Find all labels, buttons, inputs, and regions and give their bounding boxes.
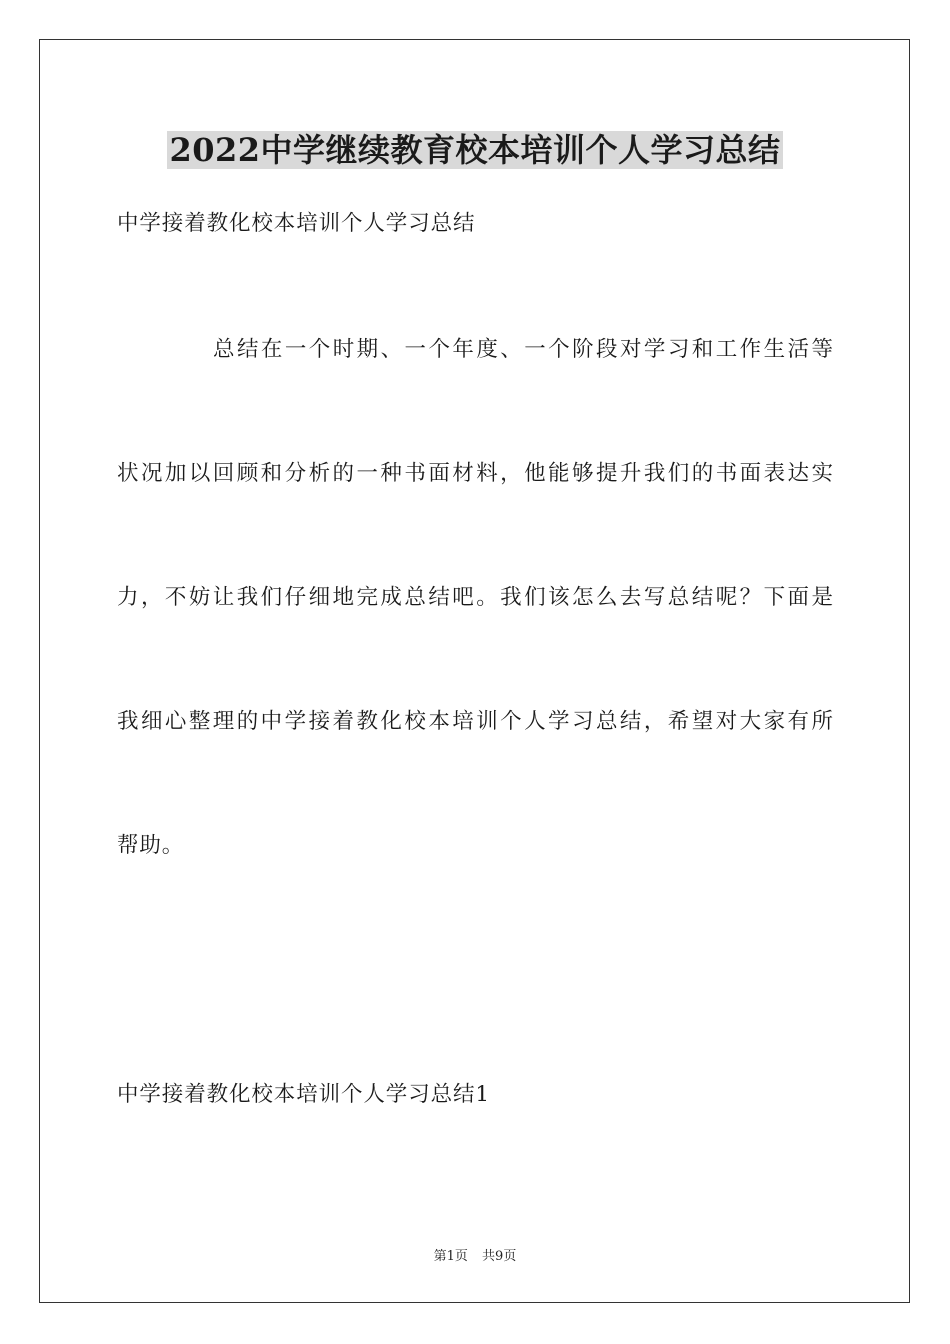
paragraph-line: 力，不妨让我们仔细地完成总结吧。我们该怎么去写总结呢？下面是 [117, 585, 833, 610]
document-title [0, 128, 950, 172]
document-subtitle: 中学接着教化校本培训个人学习总结 [117, 211, 476, 236]
paragraph-line: 我细心整理的中学接着教化校本培训个人学习总结，希望对大家有所 [117, 709, 833, 734]
page-number-footer: 第1页 共9页 [433, 1249, 517, 1264]
document-title-text: 2022中学继续教育校本培训个人学习总结 [169, 131, 781, 169]
section-heading: 中学接着教化校本培训个人学习总结1 [117, 1082, 490, 1107]
paragraph-line: 帮助。 [117, 833, 185, 858]
paragraph-line: 总结在一个时期、一个年度、一个阶段对学习和工作生活等 [213, 337, 833, 362]
paragraph-line: 状况加以回顾和分析的一种书面材料，他能够提升我们的书面表达实 [117, 461, 833, 486]
